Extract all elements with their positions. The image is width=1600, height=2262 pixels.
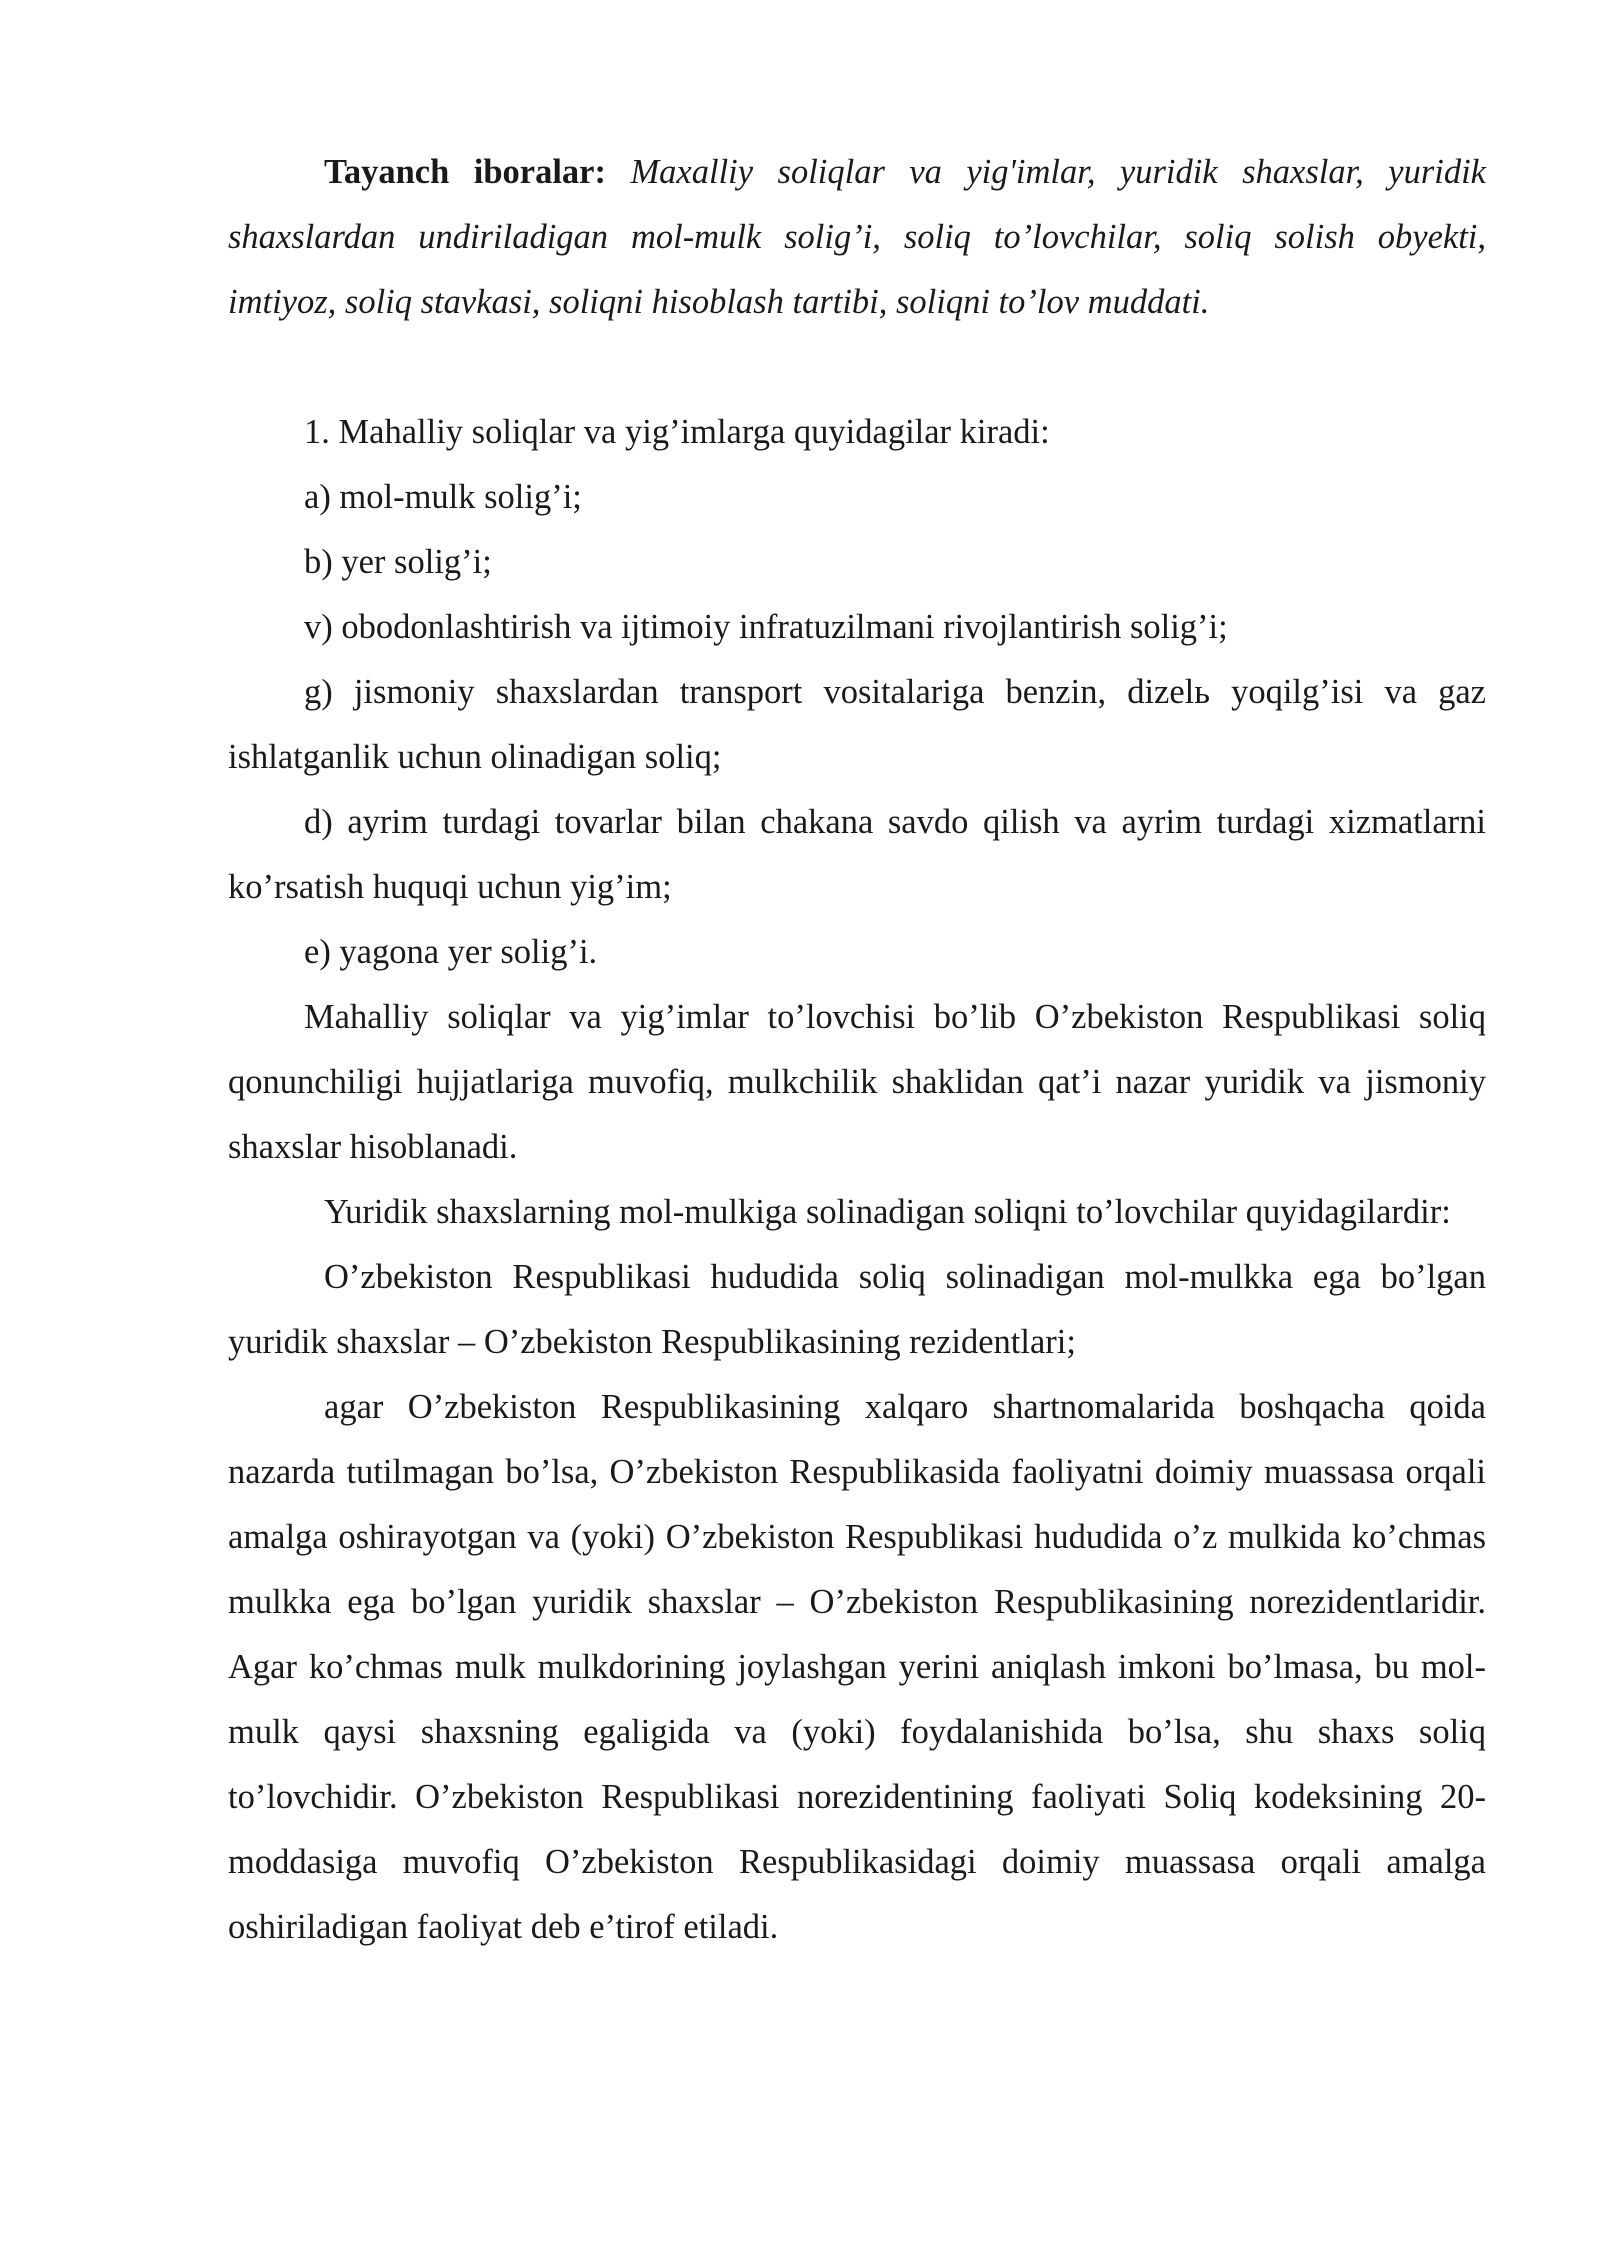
document-page bbox=[228, 140, 1486, 1960]
list-item-b: b) yer solig’i; bbox=[304, 543, 492, 581]
nonresidents-paragraph: agar O’zbekiston Respublikasining xalqaro shartnomalarida boshqacha qoida nazarda tutilmagan bo’lsa, O’zbekiston Respublikasida faoliyatni doimiy muassasa orqali amalga oshirayotgan va (yoki) O’zbekiston Respublikasi hududida o’z mulkida ko’chmas mulkka ega bo’lgan yuridik shaxslar – O’zbekiston Respublikasining norezidentlaridir. Agar ko’chmas mulk mulkdorining joylashgan yerini aniqlash imkoni bo’lmasa, bu mol-mulk qaysi shaxsning egaligida va (yoki) foydalanishida bo’lsa, shu shaxs soliq to’lovchidir. O’zbekiston Respublikasi norezidentining faoliyati Soliq kodeksining 20-moddasiga muvofiq O’zbekiston Respublikasidagi doimiy muassasa orqali amalga oshiriladigan faoliyat deb e’tirof etiladi. bbox=[228, 1388, 1486, 1946]
keywords-paragraph bbox=[228, 140, 1486, 335]
legal-entities-intro: Yuridik shaxslarning mol-mulkiga solinadigan soliqni to’lovchilar quyidagilardir: bbox=[324, 1193, 1451, 1231]
list-item-e: e) yagona yer solig’i. bbox=[304, 933, 598, 971]
list-item-v: v) obodonlashtirish va ijtimoiy infratuzilmani rivojlantirish solig’i; bbox=[304, 608, 1228, 646]
keywords-text: Maxalliy soliqlar va yig'imlar, yuridik shaxslar, yuridik shaxslardan undiriladigan mol-mulk solig’i, soliq to’lovchilar, soliq solish obyekti, imtiyoz, soliq stavkasi, soliqni hisoblash tartibi, soliqni to’lov muddati. bbox=[228, 153, 1486, 321]
list-item-g: g) jismoniy shaxslardan transport vositalariga benzin, dizelь yoqilg’isi va gaz ishlatganlik uchun olinadigan soliq; bbox=[228, 673, 1486, 776]
paragraph-gap bbox=[228, 335, 1486, 400]
keywords-label: Tayanch iboralar: bbox=[324, 153, 606, 191]
list-item-d: d) ayrim turdagi tovarlar bilan chakana savdo qilish va ayrim turdagi xizmatlarni ko’rsatish huquqi uchun yig’im; bbox=[228, 803, 1486, 906]
payers-paragraph: Mahalliy soliqlar va yig’imlar to’lovchisi bo’lib O’zbekiston Respublikasi soliq qonunchiligi hujjatlariga muvofiq, mulkchilik shaklidan qat’i nazar yuridik va jismoniy shaxslar hisoblanadi. bbox=[228, 998, 1486, 1166]
residents-paragraph: O’zbekiston Respublikasi hududida soliq solinadigan mol-mulkka ega bo’lgan yuridik shaxslar – O’zbekiston Respublikasining rezidentlari; bbox=[228, 1258, 1486, 1361]
list-intro: 1. Mahalliy soliqlar va yig’imlarga quyidagilar kiradi: bbox=[304, 413, 1050, 451]
list-item-a: a) mol-mulk solig’i; bbox=[304, 478, 582, 516]
